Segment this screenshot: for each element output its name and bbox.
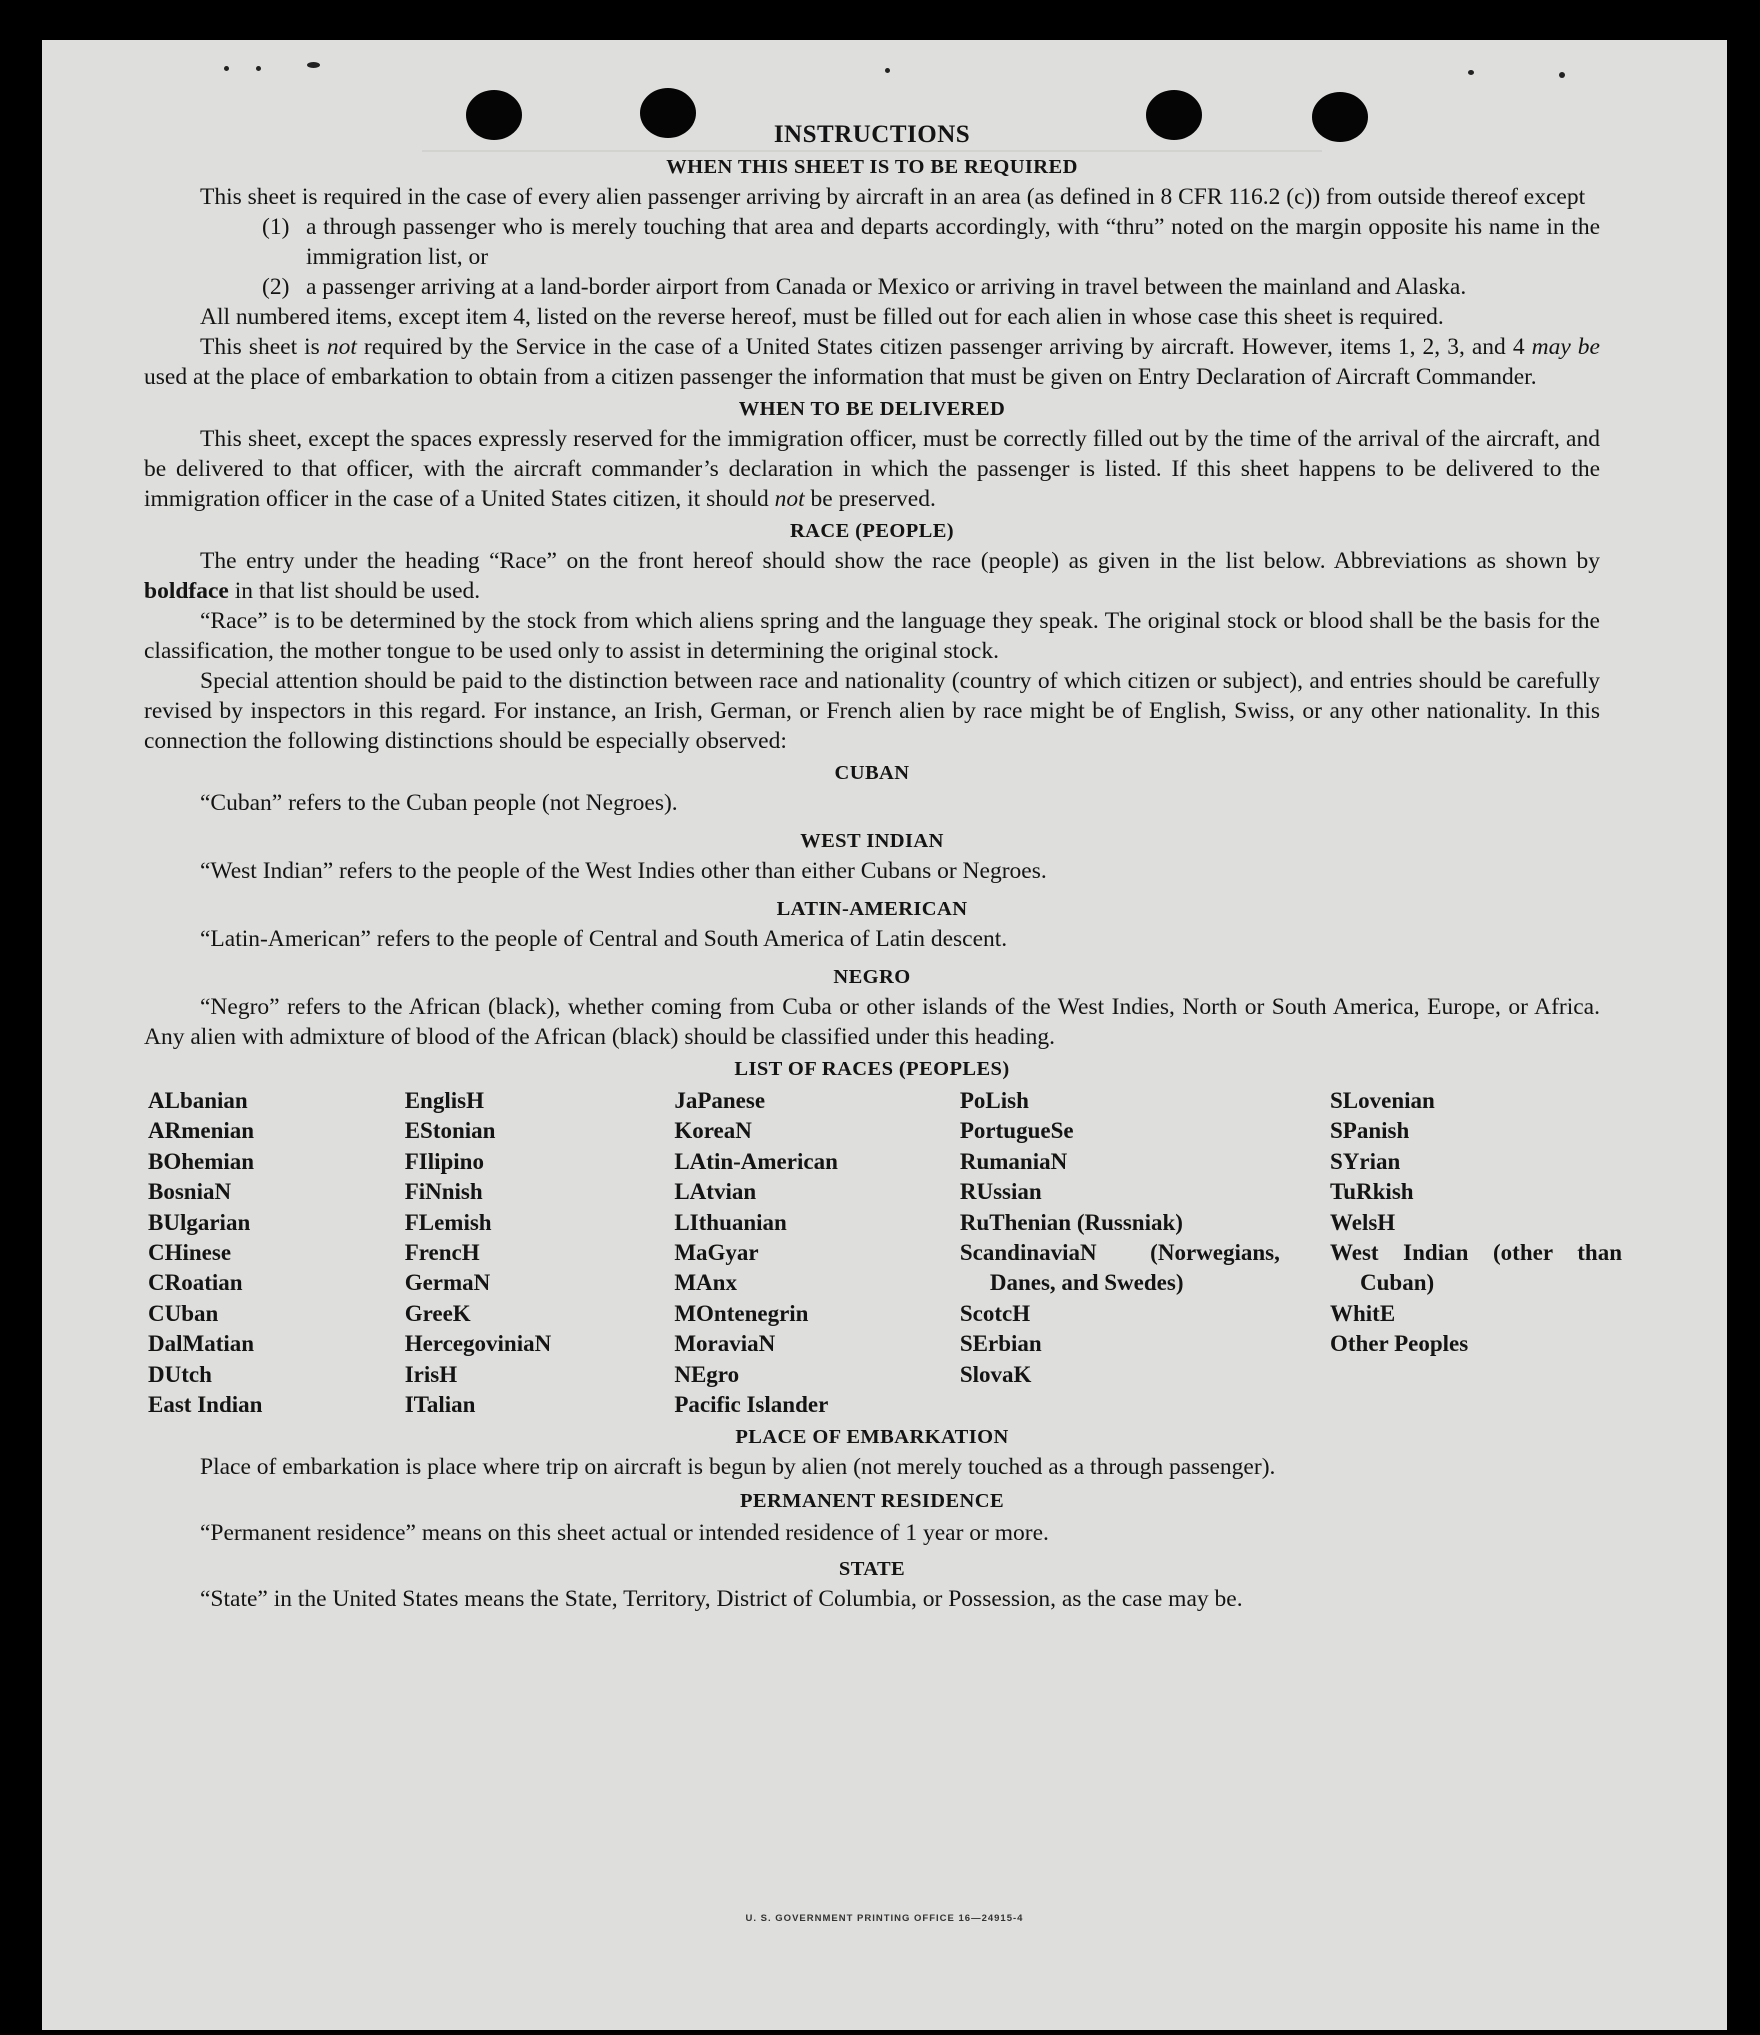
race-item: DUtch [148,1361,212,1387]
race-item: NEgro [674,1361,740,1387]
heading-west-indian: WEST INDIAN [800,830,944,852]
race-item: IrisH [404,1361,458,1387]
heading-race: RACE (PEOPLE) [789,520,955,542]
heading-when-required: WHEN THIS SHEET IS TO BE REQUIRED [666,156,1078,178]
paragraph [144,546,1600,606]
scan-speck [1559,72,1565,78]
races-column-1 [144,1086,405,1420]
list-item [262,212,1600,272]
paragraph: Place of embarkation is place where trip on aircraft is begun by alien (not merely touched as a through passenger). [200,1454,1276,1481]
instructions-body [144,120,1622,1614]
race-item: WhitE [1330,1300,1396,1326]
race-item: CRoatian [148,1270,243,1296]
race-item: BOhemian [148,1148,255,1174]
item-text: a through passenger who is merely touching that area and departs accordingly, with “thru” noted on the margin opposite his name in the immigration list, or [306,214,1600,270]
text-run: be preserved. [804,486,936,512]
text-run: in that list should be used. [228,578,481,604]
race-item: GermaN [404,1270,491,1296]
bold-term: boldface [144,578,229,604]
race-item: PoLish [959,1088,1029,1113]
heading-cuban: CUBAN [834,762,910,784]
text-run: This sheet is [200,334,327,360]
heading-list-of-races: LIST OF RACES (PEOPLES) [734,1058,1010,1080]
race-item: SLovenian [1330,1088,1435,1113]
paragraph: “Cuban” refers to the Cuban people (not Negroes). [200,790,678,816]
paragraph: “Race” is to be determined by the stock from which aliens spring and the language they speak. The original stock or blood shall be the basis for the classification, the mother tongue to be used only to assist in determining the original stock. [144,608,1600,664]
race-item: SlovaK [959,1361,1032,1387]
race-item: Pacific Islander [674,1392,829,1418]
race-item: FLemish [404,1209,492,1235]
heading-when-delivered: WHEN TO BE DELIVERED [738,398,1006,420]
races-column-3 [674,1086,960,1420]
scan-speck [307,62,320,68]
race-item: ARmenian [148,1118,255,1144]
text-run: required by the Service in the case of a United States citizen passenger arriving by aircraft. However, items 1, 2, 3, and 4 [356,334,1532,360]
race-item: FIlipino [404,1148,484,1174]
race-item: GreeK [404,1300,471,1326]
race-item: WelsH [1330,1209,1396,1235]
heading-latin-american: LATIN-AMERICAN [776,898,968,920]
race-item: RUssian [959,1179,1042,1205]
emphasis: not [326,334,357,360]
race-item: KoreaN [674,1118,752,1144]
race-item: CHinese [148,1240,232,1266]
paragraph [144,424,1600,514]
list-item [262,272,1600,302]
races-list [144,1086,1622,1420]
race-item: HercegoviniaN [404,1331,552,1357]
paragraph [144,332,1600,392]
printing-office-imprint: U. S. GOVERNMENT PRINTING OFFICE 16—24915-4 [745,1913,1024,1924]
scan-speck [256,66,261,71]
race-item: MoraviaN [674,1331,776,1357]
race-item: LIthuanian [674,1209,787,1235]
race-item: DalMatian [148,1331,255,1357]
emphasis: may be [1531,334,1600,360]
race-item: RumaniaN [959,1148,1068,1174]
race-item: LAtin-American [674,1148,838,1174]
paragraph: Special attention should be paid to the distinction between race and nationality (country of which citizen or subject), and entries should be carefully revised by inspectors in this regard. For instance, an Irish, German, or French alien by race might be of English, Swiss, or any other nationality. In this connection the following distinctions should be especially observed: [144,668,1600,754]
paragraph: “Latin-American” refers to the people of Central and South America of Latin descent. [200,926,1008,952]
race-item: EStonian [404,1118,496,1144]
races-column-2 [405,1086,675,1420]
race-item: ScotcH [959,1300,1031,1326]
paragraph: “West Indian” refers to the people of the West Indies other than either Cubans or Negroes. [200,858,1047,884]
race-item: LAtvian [674,1179,757,1205]
race-item: PortugueSe [959,1118,1074,1144]
race-item: FrencH [404,1240,480,1266]
race-item: Other Peoples [1330,1331,1469,1357]
scan-speck [224,66,229,71]
race-item: SPanish [1330,1118,1410,1144]
race-item: TuRkish [1330,1179,1414,1205]
race-item: West Indian (other than Cuban) [1330,1240,1622,1296]
heading-negro: NEGRO [833,966,911,988]
races-column-4 [960,1086,1330,1420]
item-number: (1) [262,214,290,240]
race-item: East Indian [148,1392,263,1418]
paragraph: All numbered items, except item 4, listed on the reverse hereof, must be filled out for each alien in whose case this sheet is required. [200,304,1444,330]
item-number: (2) [262,274,290,300]
heading-state: STATE [838,1558,906,1581]
paragraph: This sheet is required in the case of every alien passenger arriving by aircraft in an area (as defined in 8 CFR 116.2 (c)) from outside thereof except [200,184,1586,210]
race-item: ScandinaviaN (Norwegians, Danes, and Swedes) [959,1240,1280,1296]
race-item: BUlgarian [148,1209,251,1235]
race-item: ITalian [404,1392,476,1418]
race-item: MOntenegrin [674,1300,809,1326]
race-item: FiNnish [404,1179,483,1205]
text-run: The entry under the heading “Race” on the front hereof should show the race (people) as given in the list below. Abbreviations as shown by [200,548,1600,574]
scan-speck [885,68,890,73]
race-item: RuThenian (Russniak) [959,1209,1183,1235]
races-column-5 [1330,1086,1622,1420]
paragraph: “Permanent residence” means on this sheet actual or intended residence of 1 year or more. [200,1520,1049,1547]
item-text: a passenger arriving at a land-border airport from Canada or Mexico or arriving in travel between the mainland and Alaska. [306,274,1467,300]
heading-permanent-residence: PERMANENT RESIDENCE [739,1490,1005,1513]
paragraph: “State” in the United States means the State, Territory, District of Columbia, or Possession, as the case may be. [200,1586,1243,1613]
scan-speck [1468,70,1474,75]
race-item: CUban [148,1300,219,1326]
race-item: EnglisH [404,1088,484,1113]
race-item: SErbian [959,1331,1042,1357]
race-item: MAnx [674,1270,737,1296]
race-item: MaGyar [674,1240,759,1266]
text-run: used at the place of embarkation to obtain from a citizen passenger the information that must be given on Entry Declaration of Aircraft Commander. [144,364,1537,390]
paragraph: “Negro” refers to the African (black), whether coming from Cuba or other islands of the West Indies, North or South America, Europe, or Africa. Any alien with admixture of blood of the African (black) should be classified under this heading. [144,994,1600,1050]
race-item: JaPanese [674,1088,766,1113]
race-item: SYrian [1330,1148,1401,1174]
race-item: BosniaN [148,1179,232,1205]
page-title: INSTRUCTIONS [773,121,971,148]
heading-place-of-embarkation: PLACE OF EMBARKATION [735,1426,1009,1449]
emphasis: not [774,486,805,512]
form-sheet [42,40,1727,2030]
race-item: ALbanian [148,1088,248,1113]
text-run: This sheet, except the spaces expressly reserved for the immigration officer, must be correctly filled out by the time of the arrival of the aircraft, and be delivered to that officer, with the aircraft commander’s declaration in which the passenger is listed. If this sheet happens to be delivered to the immigration officer in the case of a United States citizen, it should [144,426,1600,512]
